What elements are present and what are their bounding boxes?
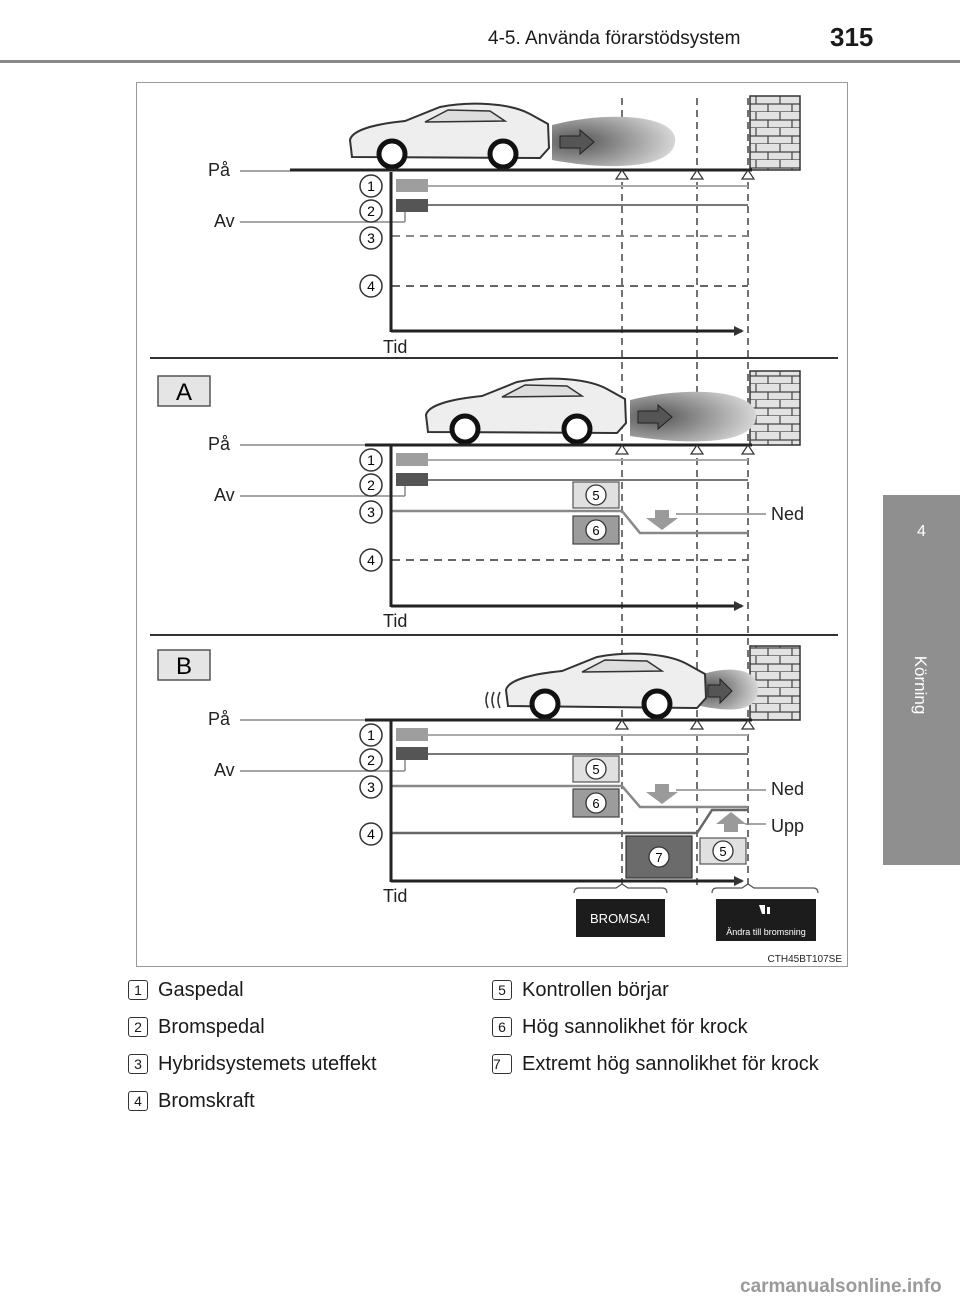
legend-number: 3 [128, 1054, 148, 1074]
number-marker-4 [360, 275, 382, 297]
legend-item [492, 1014, 837, 1040]
display-bracket-brake [574, 884, 667, 893]
brake-block [396, 199, 428, 212]
svg-text:1: 1 [367, 178, 375, 194]
svg-text:3: 3 [367, 230, 375, 246]
car-icon [350, 104, 549, 167]
svg-text:3: 3 [367, 779, 375, 795]
label-on: På [208, 709, 231, 729]
car-icon [486, 654, 706, 717]
legend-item [492, 1051, 837, 1077]
legend-number: 5 [492, 980, 512, 1000]
panel-b [158, 646, 842, 965]
svg-text:5: 5 [592, 762, 600, 777]
panel-normal [208, 96, 800, 357]
svg-text:2: 2 [367, 477, 375, 493]
number-marker-2 [360, 474, 382, 496]
wall-icon [750, 96, 800, 170]
label-time: Tid [383, 886, 408, 906]
svg-text:7: 7 [655, 850, 663, 865]
number-marker-7 [649, 847, 669, 867]
brake-block [396, 473, 428, 486]
number-marker-1 [360, 175, 382, 197]
legend-number: 1 [128, 980, 148, 1000]
legend-item [128, 977, 468, 1003]
label-down: Ned [771, 504, 805, 524]
svg-text:1: 1 [367, 727, 375, 743]
svg-text:6: 6 [592, 523, 600, 538]
label-up: Upp [771, 816, 805, 836]
header-title: 4-5. Använda förarstödsystem [488, 28, 741, 49]
legend-text: Kontrollen börjar [522, 979, 669, 1001]
label-on: På [208, 160, 231, 180]
svg-text:2: 2 [367, 203, 375, 219]
display-change-text: Ändra till bromsning [726, 927, 806, 937]
number-marker-3 [360, 776, 382, 798]
number-marker-1 [360, 724, 382, 746]
number-marker-6 [586, 520, 606, 540]
legend-number: 7 [492, 1054, 512, 1074]
display-bracket-change [712, 884, 818, 893]
legend-number: 4 [128, 1091, 148, 1111]
legend-item [128, 1014, 468, 1040]
legend-right [492, 977, 837, 1088]
panel-letter-a: A [175, 379, 193, 406]
brake-block [396, 747, 428, 760]
legend-text: Bromskraft [158, 1090, 255, 1112]
number-marker-4 [360, 549, 382, 571]
figure-code: CTH45BT107SE [767, 954, 842, 965]
legend-number: 2 [128, 1017, 148, 1037]
legend-text: Hybridsystemets uteffekt [158, 1053, 377, 1075]
label-down: Ned [771, 779, 805, 799]
svg-text:2: 2 [367, 752, 375, 768]
svg-text:4: 4 [367, 826, 375, 842]
page-number: 315 [830, 22, 874, 52]
legend-number: 6 [492, 1017, 512, 1037]
label-off: Av [214, 760, 235, 780]
down-arrow-icon [646, 510, 678, 530]
label-off: Av [214, 485, 235, 505]
legend-text: Gaspedal [158, 979, 244, 1001]
panel-a [158, 371, 804, 631]
svg-text:5: 5 [719, 844, 727, 859]
number-marker-5 [586, 759, 606, 779]
number-marker-2 [360, 200, 382, 222]
svg-text:3: 3 [367, 504, 375, 520]
legend-item [492, 977, 837, 1003]
output-line [392, 786, 748, 807]
legend-text: Extremt hög sannolikhet för krock [522, 1053, 819, 1075]
number-marker-3 [360, 227, 382, 249]
legend-left [128, 977, 468, 1125]
number-marker-3 [360, 501, 382, 523]
label-time: Tid [383, 611, 408, 631]
up-arrow-icon [716, 812, 746, 832]
number-marker-6 [586, 793, 606, 813]
wall-icon [750, 371, 800, 445]
legend-item [128, 1051, 468, 1077]
svg-text:4: 4 [367, 278, 375, 294]
wall-icon [750, 646, 800, 720]
label-on: På [208, 434, 231, 454]
accel-block [396, 179, 428, 192]
car-icon [426, 379, 626, 442]
legend-text: Hög sannolikhet för krock [522, 1016, 748, 1038]
svg-text:4: 4 [367, 552, 375, 568]
down-arrow-icon [646, 784, 678, 804]
chapter-number: 4 [917, 523, 926, 540]
legend-text: Bromspedal [158, 1016, 265, 1038]
watermark: carmanualsonline.info [740, 1276, 942, 1297]
number-marker-4 [360, 823, 382, 845]
accel-block [396, 453, 428, 466]
display-brake-text: BROMSA! [590, 911, 650, 926]
svg-text:1: 1 [367, 452, 375, 468]
number-marker-5-second [713, 841, 733, 861]
braking-force-line [392, 810, 748, 833]
chapter-label: Körning [911, 655, 930, 715]
number-marker-1 [360, 449, 382, 471]
svg-text:5: 5 [592, 488, 600, 503]
legend-item [128, 1088, 468, 1114]
number-marker-5 [586, 485, 606, 505]
svg-text:6: 6 [592, 796, 600, 811]
number-marker-2 [360, 749, 382, 771]
label-off: Av [214, 211, 235, 231]
label-time: Tid [383, 337, 408, 357]
accel-block [396, 728, 428, 741]
panel-letter-b: B [175, 653, 193, 680]
